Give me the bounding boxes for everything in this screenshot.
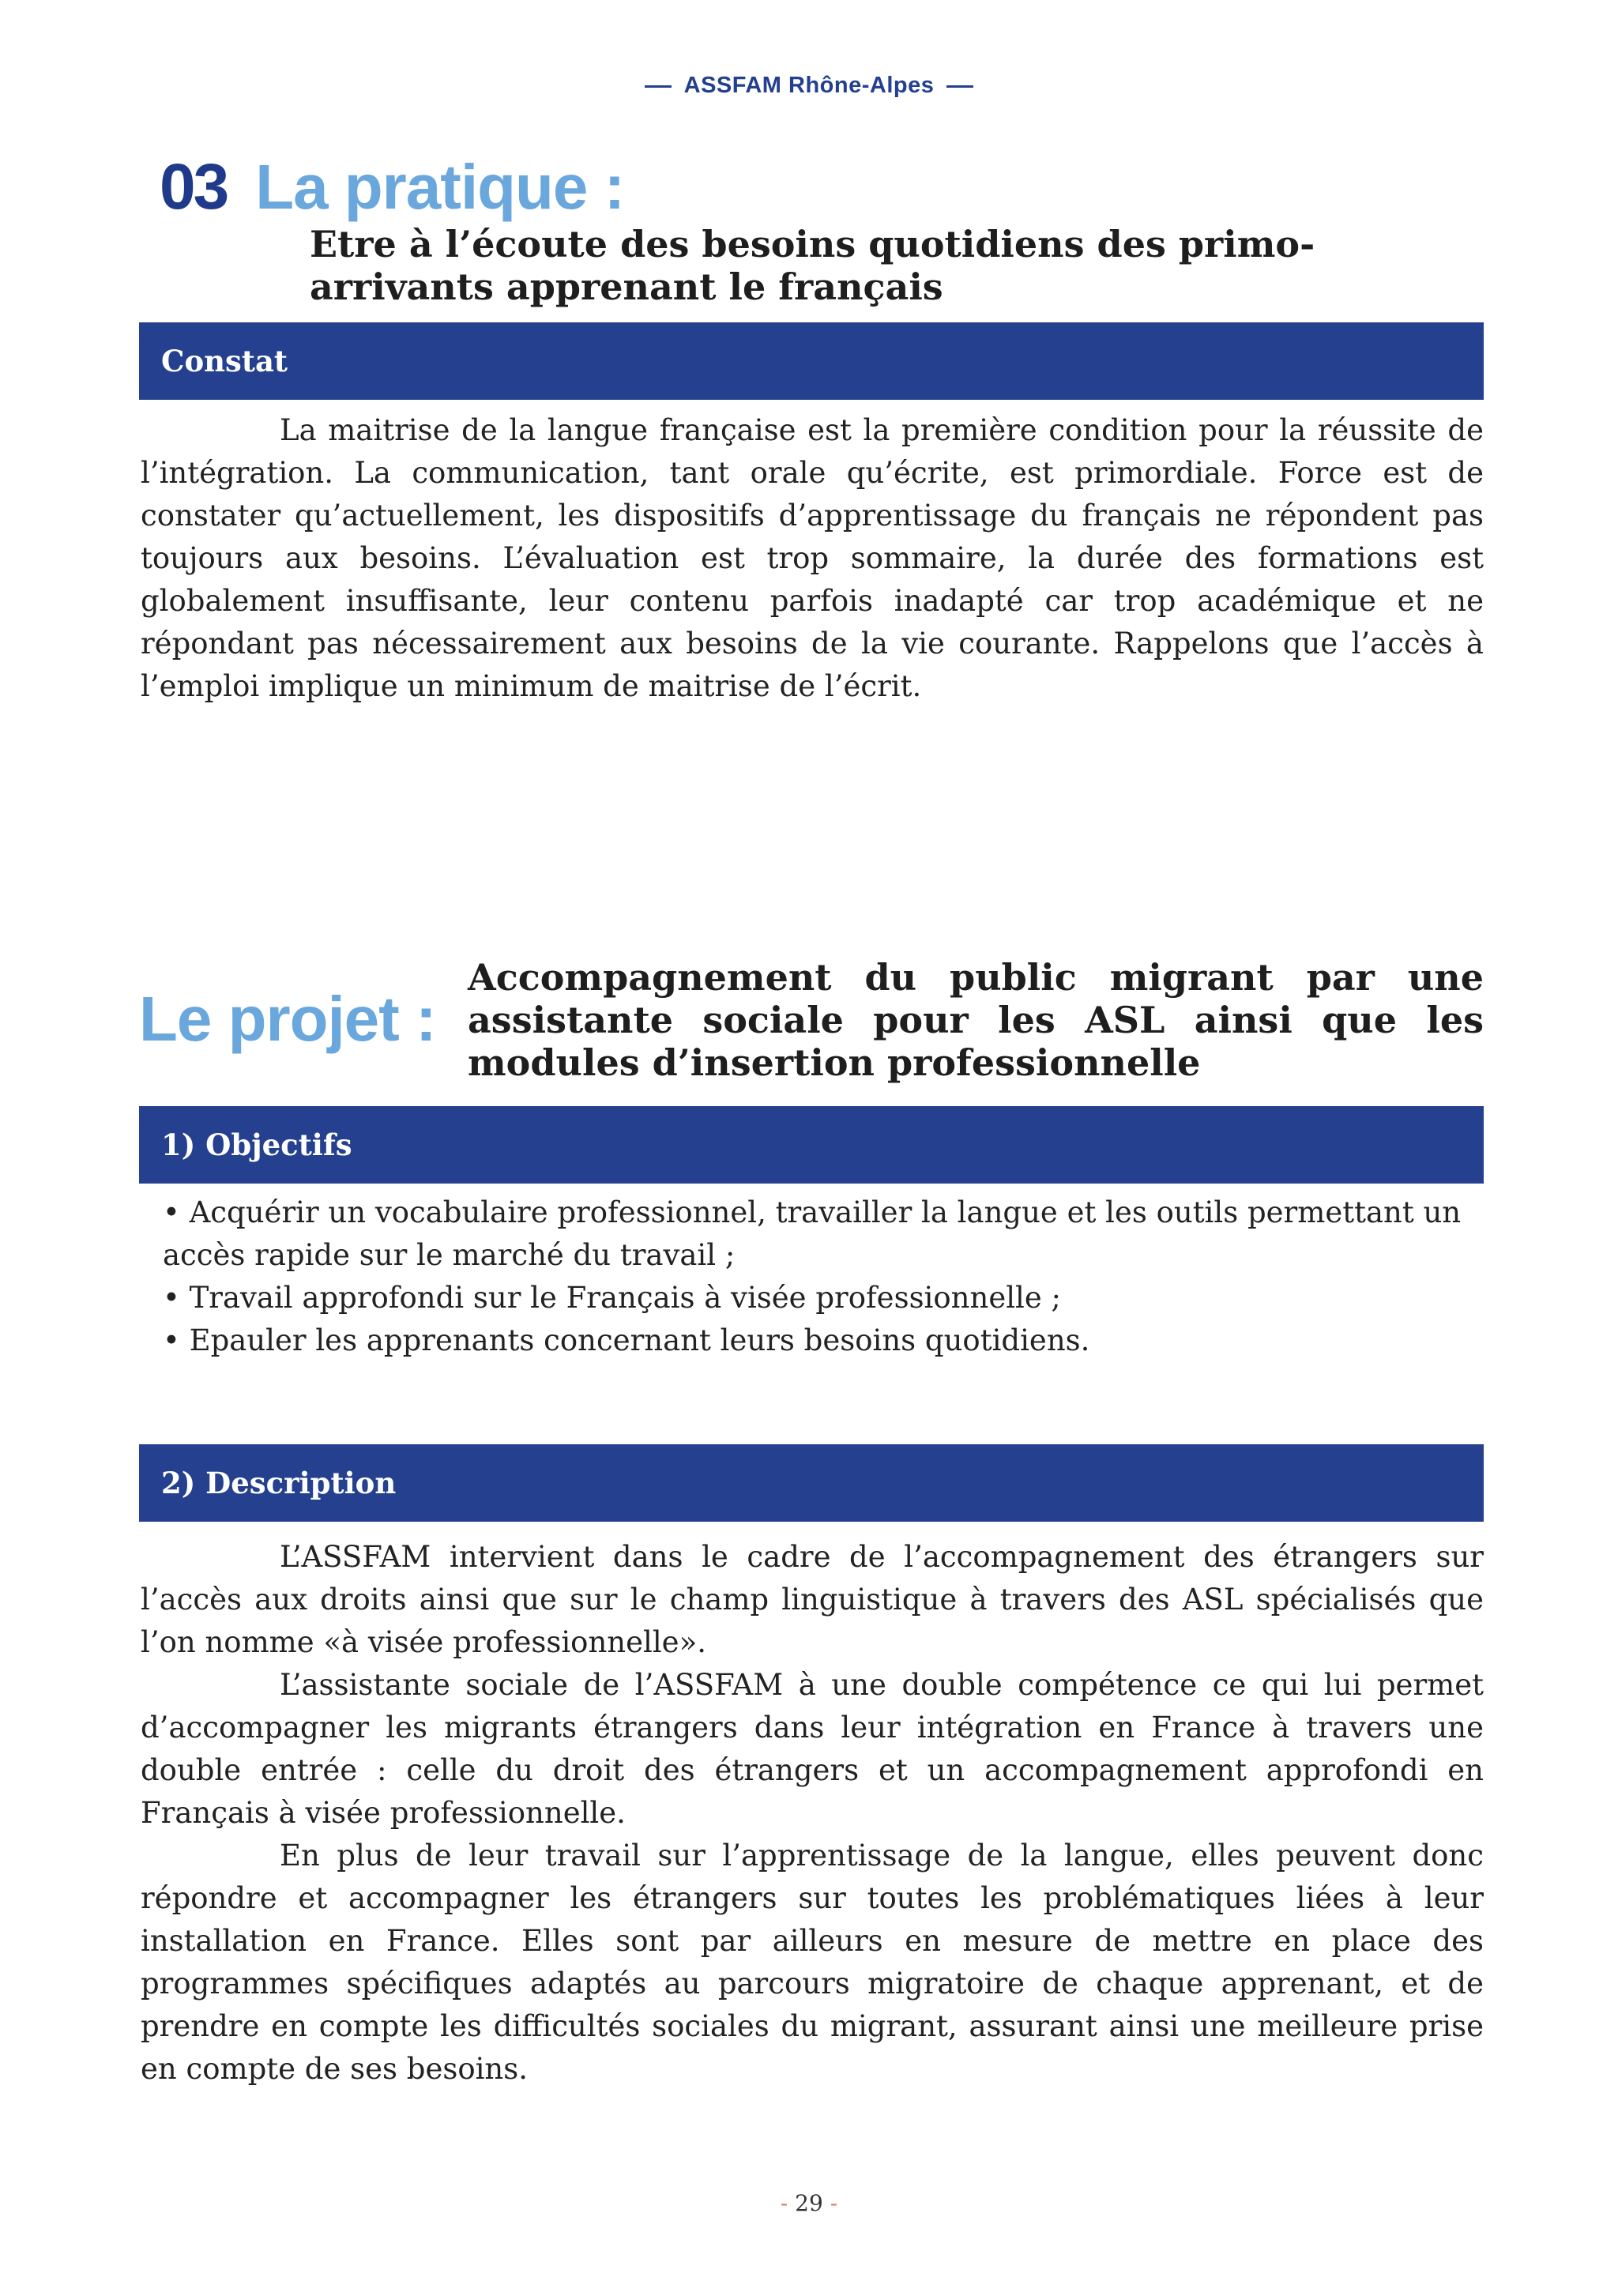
list-item: • Travail approfondi sur le Français à visée professionnelle ; [163,1281,1062,1315]
constat-paragraph: La maitrise de la langue française est la première condition pour la réussite de l’intégration. La communication, tant orale qu’écrite, est primordiale. Force est de constater qu’actuellement, les dispositifs d’apprentissage du français ne répondent pas toujours aux besoins. L’évaluation est trop sommaire, la durée des formations est globalement insuffisante, leur contenu parfois inadapté car trop académique et ne répondant pas nécessairement aux besoins de la vie courante. Rappelons que l’accès à l’emploi implique un minimum de maitrise de l’écrit. [141,413,1484,703]
constat-heading-bar: Constat [139,322,1484,400]
objectifs-heading-bar: 1) Objectifs [139,1106,1484,1184]
page-number [0,2190,1618,2216]
description-paragraph: L’assistante sociale de l’ASSFAM à une double compétence ce qui lui permet d’accompagner les migrants étrangers dans leur intégration en France à travers une double entrée : celle du droit des étrangers et un accompagnement approfondi en Français à visée professionnelle. [141,1668,1484,1830]
page-number-value: 29 [795,2190,823,2216]
section-title: La pratique : [255,152,625,222]
constat-text [141,409,1484,708]
description-text [141,1536,1484,2091]
section-number: 03 [160,151,228,223]
description-paragraph: En plus de leur travail sur l’apprentissage de la langue, elles peuvent donc répondre et accompagner les étrangers sur toutes les problématiques liées à leur installation en France. Elles sont par ailleurs en mesure de mettre en place des programmes spécifiques adaptés au parcours migratoire de chaque apprenant, et de prendre en compte les difficultés sociales du migrant, assurant ainsi une meilleure prise en compte de ses besoins. [141,1839,1484,2086]
description-paragraph: L’ASSFAM intervient dans le cadre de l’accompagnement des étrangers sur l’accès aux droits ainsi que sur le champ linguistique à travers des ASL spécialisés que l’on nomme «à visée professionnelle». [141,1540,1484,1659]
header-org: ASSFAM Rhône-Alpes [683,73,935,98]
running-header [0,73,1618,99]
page-number-dash: - [822,2190,838,2216]
objectifs-list [163,1191,1484,1362]
projet-title: Accompagnement du public migrant par une assistante sociale pour les ASL ainsi que les modules d’insertion professionnelle [468,956,1484,1084]
list-item: • Epauler les apprenants concernant leurs besoins quotidiens. [163,1323,1090,1357]
section-subtitle: Etre à l’écoute des besoins quotidiens des primo-arrivants apprenant le français [310,223,1315,308]
list-item: • Acquérir un vocabulaire professionnel, travailler la langue et les outils permettant un accès rapide sur le marché du travail ; [163,1195,1462,1272]
section-heading [160,150,624,229]
description-heading-bar: 2) Description [139,1444,1484,1522]
projet-heading [139,956,1484,1090]
header-dash-left [645,85,672,88]
header-dash-right [946,85,973,88]
page-number-dash: - [780,2190,796,2216]
projet-label: Le projet : [139,984,436,1054]
